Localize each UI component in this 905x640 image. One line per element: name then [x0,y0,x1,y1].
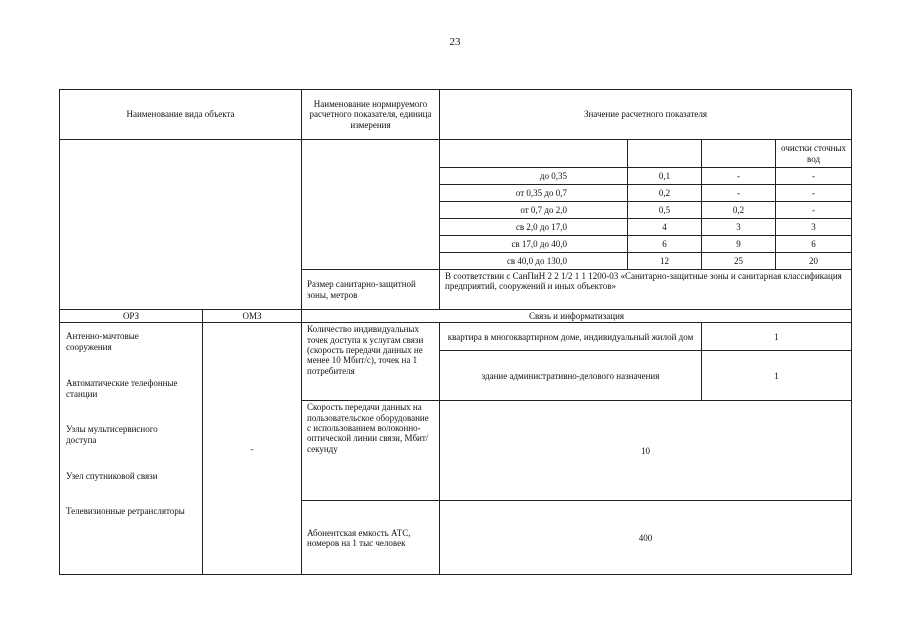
value-cell: - [702,168,776,185]
object-item: Узел спутниковой связи [66,471,158,482]
speed-label: Скорость передачи данных на пользовательское оборудование с использованием волоконно-оптической линии связи, Мбит/секунду [302,401,440,501]
object-item: Телевизионные ретрансляторы [66,506,185,517]
page-number: 23 [449,36,461,48]
value-cell: 25 [702,253,776,270]
object-item: Узлы мультисервисного доступа [66,424,158,446]
access-row-1 [60,323,852,351]
object-item: Антенно-мачтовые сооружения [66,331,139,353]
value-cell: 3 [776,219,852,236]
value-cell: 0,1 [628,168,702,185]
header-value: Значение расчетного показателя [440,90,852,140]
value-cell: - [776,202,852,219]
section-title: Связь и информатизация [302,310,852,323]
range-cell: св 2,0 до 17,0 [440,219,628,236]
object-item: Автоматические телефонные станции [66,378,178,400]
value-cell: 12 [628,253,702,270]
value-cell: 4 [628,219,702,236]
speed-value: 10 [440,401,852,501]
sanitary-label: Размер санитарно-защитной зоны, метров [302,270,440,310]
empty-col-2-header [702,140,776,168]
value-cell: 0,5 [628,202,702,219]
empty-range-header [440,140,628,168]
value-cell: 6 [776,236,852,253]
omz-value: - [203,323,302,575]
value-cell: 0,2 [628,185,702,202]
objects-cell [60,323,203,575]
header-indicator: Наименование нормируемого расчетного показателя, единица измерения [302,90,440,140]
value-cell: - [702,185,776,202]
treatment-header-row [60,140,852,168]
empty-object-cell [60,140,302,310]
header-row [60,90,852,140]
ats-label: Абонентская емкость АТС, номеров на 1 тыс человек [302,501,440,575]
access-type-cell: здание административно-делового назначения [440,351,702,401]
value-cell: 0,2 [702,202,776,219]
indicators-table [59,89,852,575]
value-cell: 9 [702,236,776,253]
value-cell: 3 [702,219,776,236]
ats-value: 400 [440,501,852,575]
access-points-label: Количество индивидуальных точек доступа к услугам связи (скорость передачи данных не менее 10 Мбит/с), точек на 1 потребителя [302,323,440,401]
range-cell: до 0,35 [440,168,628,185]
header-object-type: Наименование вида объекта [60,90,302,140]
empty-col-1-header [628,140,702,168]
empty-indicator-cell [302,140,440,270]
access-value-cell: 1 [702,351,852,401]
range-cell: св 40,0 до 130,0 [440,253,628,270]
value-cell: 20 [776,253,852,270]
treatment-col-label: очистки сточных вод [776,140,852,168]
omz-label: ОМЗ [203,310,302,323]
value-cell: 6 [628,236,702,253]
access-type-cell: квартира в многоквартирном доме, индивидуальный жилой дом [440,323,702,351]
value-cell: - [776,168,852,185]
section-header-row [60,310,852,323]
range-cell: св 17,0 до 40,0 [440,236,628,253]
range-cell: от 0,35 до 0,7 [440,185,628,202]
orz-label: ОРЗ [60,310,203,323]
value-cell: - [776,185,852,202]
sanitary-value: В соответствии с СанПиН 2 2 1/2 1 1 1200-03 «Санитарно-защитные зоны и санитарная классификация предприятий, сооружений и иных объектов» [440,270,852,310]
access-value-cell: 1 [702,323,852,351]
range-cell: от 0,7 до 2,0 [440,202,628,219]
